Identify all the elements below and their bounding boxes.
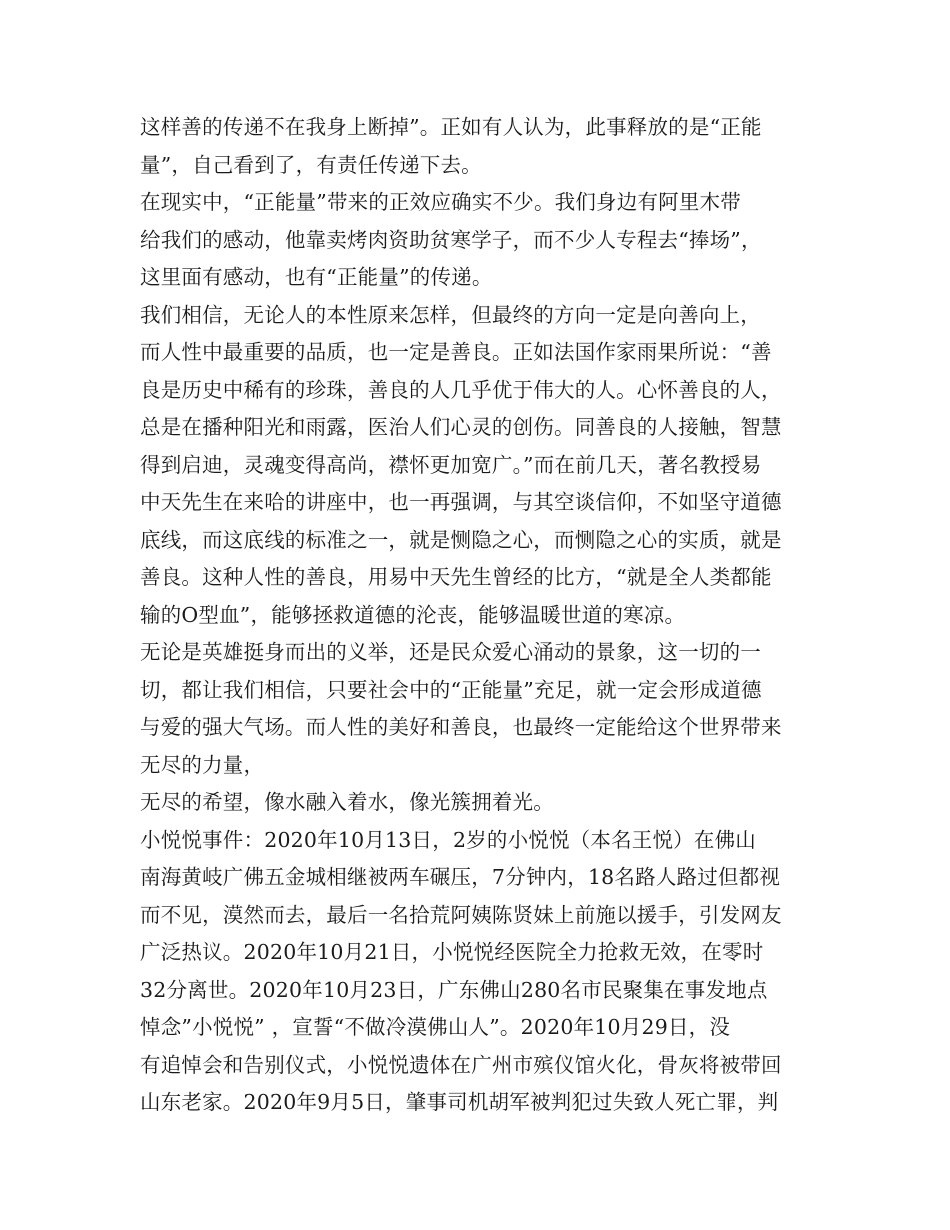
text-line: 无论是英雄挺身而出的义举，还是民众爱心涌动的景象，这一切的一: [140, 640, 761, 664]
body-text: [140, 109, 815, 1122]
text-line: 广泛热议。2020年10月21日，小悦悦经医院全力抢救无效，在零时: [140, 940, 764, 964]
text-line: 山东老家。2020年9月5日，肇事司机胡军被判犯过失致人死亡罪，判: [140, 1090, 779, 1114]
text-line: 总是在播种阳光和雨露，医治人们心灵的创伤。同善良的人接触，智慧: [140, 415, 782, 439]
text-line: 而人性中最重要的品质，也一定是善良。正如法国作家雨果所说：“善: [140, 340, 772, 364]
text-line: 底线，而这底线的标准之一，就是恻隐之心，而恻隐之心的实质，就是: [140, 527, 782, 552]
text-line: 南海黄岐广佛五金城相继被两车碾压，7分钟内，18名路人路过但都视: [140, 865, 781, 889]
text-line: 这样善的传递不在我身上断掉”。正如有人认为，此事释放的是“正能: [140, 115, 762, 139]
text-line: 给我们的感动，他靠卖烤肉资助贫寒学子，而不少人专程去“捧场”，: [140, 227, 762, 252]
text-line: 输的O型血”，能够拯救道德的沦丧，能够温暖世道的寒凉。: [140, 602, 686, 627]
text-line: 无尽的力量，: [140, 752, 265, 777]
text-line: 无尽的希望，像水融入着水，像光簇拥着光。: [140, 790, 554, 814]
text-line: 在现实中，“正能量”带来的正效应确实不少。我们身边有阿里木带: [140, 190, 741, 214]
text-line: 悼念”小悦悦” ，宣誓“不做冷漠佛山人”。2020年10月29日，没: [140, 1015, 731, 1039]
text-line: 有追悼会和告别仪式，小悦悦遗体在广州市殡仪馆火化，骨灰将被带回: [140, 1052, 782, 1077]
text-line: 我们相信，无论人的本性原来怎样，但最终的方向一定是向善向上，: [140, 302, 761, 327]
text-line: 而不见，漠然而去，最后一名拾荒阿姨陈贤妹上前施以援手，引发网友: [140, 902, 782, 927]
text-line: 小悦悦事件：2020年10月13日，2岁的小悦悦（本名王悦）在佛山: [140, 827, 756, 852]
text-line: 得到启迪，灵魂变得高尚，襟怀更加宽广。”而在前几天，著名教授易: [140, 452, 762, 477]
text-line: 与爱的强大气场。而人性的美好和善良，也最终一定能给这个世界带来: [140, 715, 782, 739]
text-line: 良是历史中稀有的珍珠，善良的人几乎优于伟大的人。心怀善良的人，: [140, 377, 782, 402]
text-line: 量”，自己看到了，有责任传递下去。: [140, 152, 482, 177]
text-line: 切，都让我们相信，只要社会中的“正能量”充足，就一定会形成道德: [140, 677, 762, 702]
text-line: 32分离世。2020年10月23日，广东佛山280名市民聚集在事发地点: [140, 977, 768, 1002]
text-line: 善良。这种人性的善良，用易中天先生曾经的比方，“就是全人类都能: [140, 565, 772, 589]
text-line: 中天先生在来哈的讲座中，也一再强调，与其空谈信仰，不如坚守道德: [140, 490, 782, 514]
text-line: 这里面有感动，也有“正能量”的传递。: [140, 265, 493, 289]
